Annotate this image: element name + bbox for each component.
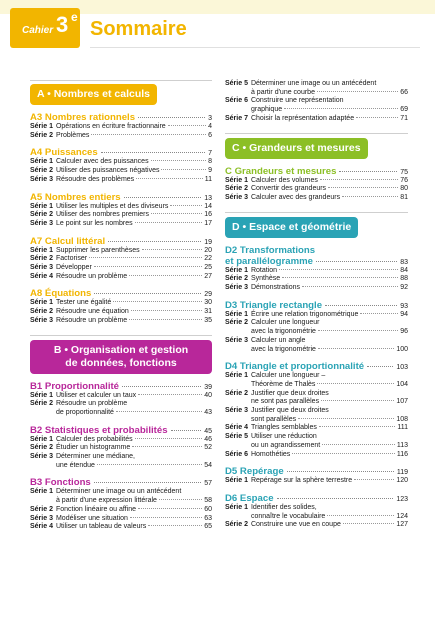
- list-item[interactable]: Série 1 Calculer avec des puissances 8: [30, 158, 212, 166]
- chapter-d5[interactable]: D5 Repérage 119: [225, 466, 408, 478]
- list-item[interactable]: Série 3 Déterminer une médiane, une étendue 54: [30, 453, 212, 469]
- list-item[interactable]: Série 1 Utiliser et calculer un taux 40: [30, 391, 212, 399]
- left-column: [30, 80, 212, 532]
- chapter-c[interactable]: C Grandeurs et mesures 75: [225, 165, 408, 177]
- list-item[interactable]: Série 1 Calculer des probabilités 46: [30, 435, 212, 443]
- chapter-a5[interactable]: A5 Nombres entiers 13: [30, 191, 212, 203]
- list-item[interactable]: Série 1 Calculer des volumes 76: [225, 176, 408, 184]
- c-series: [225, 177, 408, 203]
- list-item[interactable]: Série 1 Identifier des solides, connaître le vocabulaire 124: [225, 503, 408, 520]
- chapter-a8[interactable]: A8 Équations 29: [30, 288, 212, 300]
- list-item[interactable]: Série 1 Tester une égalité 30: [30, 299, 212, 307]
- list-item[interactable]: Série 5 Déterminer une image ou un antécédent à partir d'une courbe 66: [225, 80, 408, 96]
- a4-series: [30, 158, 212, 184]
- list-item[interactable]: Série 3 Calculer avec des grandeurs 81: [225, 193, 408, 201]
- list-item[interactable]: Série 2 Factoriser 22: [30, 255, 212, 263]
- a7-series: [30, 247, 212, 282]
- list-item[interactable]: Série 2 Résoudre un problème de proportionnalité 43: [30, 400, 212, 416]
- part-b-banner: B • Organisation et gestion de données, fonctions: [30, 340, 212, 374]
- list-item[interactable]: Série 2 Calculer une longueur avec la trigonométrie 96: [225, 319, 408, 336]
- chapter-a3[interactable]: A3 Nombres rationnels 3: [30, 112, 212, 123]
- d4-series: [225, 372, 408, 459]
- b3-continued: [225, 80, 408, 124]
- list-item[interactable]: Série 3 Démonstrations 92: [225, 284, 408, 292]
- list-item[interactable]: Série 3 Modéliser une situation 63: [30, 514, 212, 522]
- part-c-banner: C • Grandeurs et mesures: [225, 138, 368, 159]
- chapter-d2[interactable]: D2 Transformations et parallélogramme 83: [225, 244, 408, 267]
- chapter-b3[interactable]: B3 Fonctions 57: [30, 477, 212, 489]
- d2-series: [225, 267, 408, 293]
- list-item[interactable]: Série 2 Convertir des grandeurs 80: [225, 185, 408, 193]
- cahier-superscript: e: [71, 10, 78, 24]
- list-item[interactable]: Série 1 Déterminer une image ou un antécédent à partir d'une expression littérale 58: [30, 488, 212, 505]
- page-title: Sommaire: [90, 18, 187, 40]
- list-item[interactable]: Série 3 Résoudre des problèmes 11: [30, 175, 212, 183]
- b2-series: [30, 436, 212, 471]
- list-item[interactable]: Série 4 Triangles semblables 111: [225, 424, 408, 432]
- list-item[interactable]: Série 7 Choisir la représentation adaptée 71: [225, 114, 408, 122]
- chapter-a7[interactable]: A7 Calcul littéral 19: [30, 235, 212, 247]
- a8-series: [30, 299, 212, 325]
- chapter-b1[interactable]: B1 Proportionnalité 39: [30, 380, 212, 392]
- a3-series: [30, 123, 212, 140]
- part-d-banner: D • Espace et géométrie: [225, 217, 358, 238]
- d6-series: [225, 504, 408, 530]
- list-item[interactable]: Série 2 Utiliser des puissances négatives 9: [30, 167, 212, 175]
- page-header: [0, 0, 435, 58]
- chapter-d4[interactable]: D4 Triangle et proportionnalité 103: [225, 361, 408, 373]
- list-item[interactable]: Série 1 Rotation 84: [225, 266, 408, 274]
- divider: [225, 133, 408, 134]
- divider: [30, 80, 212, 81]
- chapter-a4[interactable]: A4 Puissances 7: [30, 147, 212, 159]
- list-item[interactable]: Série 2 Construire une vue en coupe 127: [225, 521, 408, 529]
- list-item[interactable]: Série 6 Homothéties 116: [225, 450, 408, 458]
- list-item[interactable]: Série 2 Synthèse 88: [225, 275, 408, 283]
- header-rule: [90, 47, 420, 48]
- list-item[interactable]: Série 2 Étudier un histogramme 52: [30, 444, 212, 452]
- list-item[interactable]: Série 4 Résoudre un problème 27: [30, 272, 212, 280]
- b1-series: [30, 392, 212, 418]
- list-item[interactable]: Série 3 Calculer un angle avec la trigonométrie 100: [225, 336, 408, 353]
- list-item[interactable]: Série 1 Calculer une longueur – Théorème de Thalès 104: [225, 372, 408, 388]
- list-item[interactable]: Série 1 Écrire une relation trigonométrique 94: [225, 310, 408, 318]
- list-item[interactable]: Série 3 Résoudre un problème 35: [30, 316, 212, 324]
- divider: [225, 212, 408, 213]
- list-item[interactable]: Série 1 Utiliser les multiples et des diviseurs 14: [30, 202, 212, 210]
- list-item[interactable]: Série 1 Repérage sur la sphère terrestre 120: [225, 477, 408, 485]
- list-item[interactable]: Série 3 Développer 25: [30, 264, 212, 272]
- d5-series: [225, 477, 408, 486]
- chapter-b2[interactable]: B2 Statistiques et probabilités 45: [30, 424, 212, 436]
- part-a-banner: A • Nombres et calculs: [30, 84, 157, 105]
- b3-series: [30, 488, 212, 532]
- list-item[interactable]: Série 1 Supprimer les parenthèses 20: [30, 246, 212, 254]
- list-item[interactable]: Série 6 Construire une représentation graphique 69: [225, 97, 408, 114]
- a5-series: [30, 203, 212, 229]
- list-item[interactable]: Série 3 Le point sur les nombres 17: [30, 219, 212, 227]
- list-item[interactable]: Série 2 Justifier que deux droites ne sont pas parallèles 107: [225, 389, 408, 406]
- cahier-label: Cahier: [22, 25, 54, 36]
- d3-series: [225, 311, 408, 355]
- list-item[interactable]: Série 4 Utiliser un tableau de valeurs 65: [30, 523, 212, 531]
- list-item[interactable]: Série 2 Résoudre une équation 31: [30, 308, 212, 316]
- list-item[interactable]: Série 2 Fonction linéaire ou affine 60: [30, 505, 212, 513]
- divider: [30, 335, 212, 336]
- list-item[interactable]: Série 5 Utiliser une réduction ou un agrandissement 113: [225, 433, 408, 449]
- list-item[interactable]: Série 2 Utiliser des nombres premiers 16: [30, 211, 212, 219]
- chapter-d6[interactable]: D6 Espace 123: [225, 492, 408, 504]
- list-item[interactable]: Série 3 Justifier que deux droites sont parallèles 108: [225, 407, 408, 423]
- list-item[interactable]: Série 1 Opérations en écriture fractionnaire 4: [30, 123, 212, 130]
- chapter-d3[interactable]: D3 Triangle rectangle 93: [225, 299, 408, 311]
- right-column: [225, 80, 408, 530]
- list-item[interactable]: Série 2 Problèmes 6: [30, 131, 212, 139]
- cahier-number: 3: [56, 12, 69, 37]
